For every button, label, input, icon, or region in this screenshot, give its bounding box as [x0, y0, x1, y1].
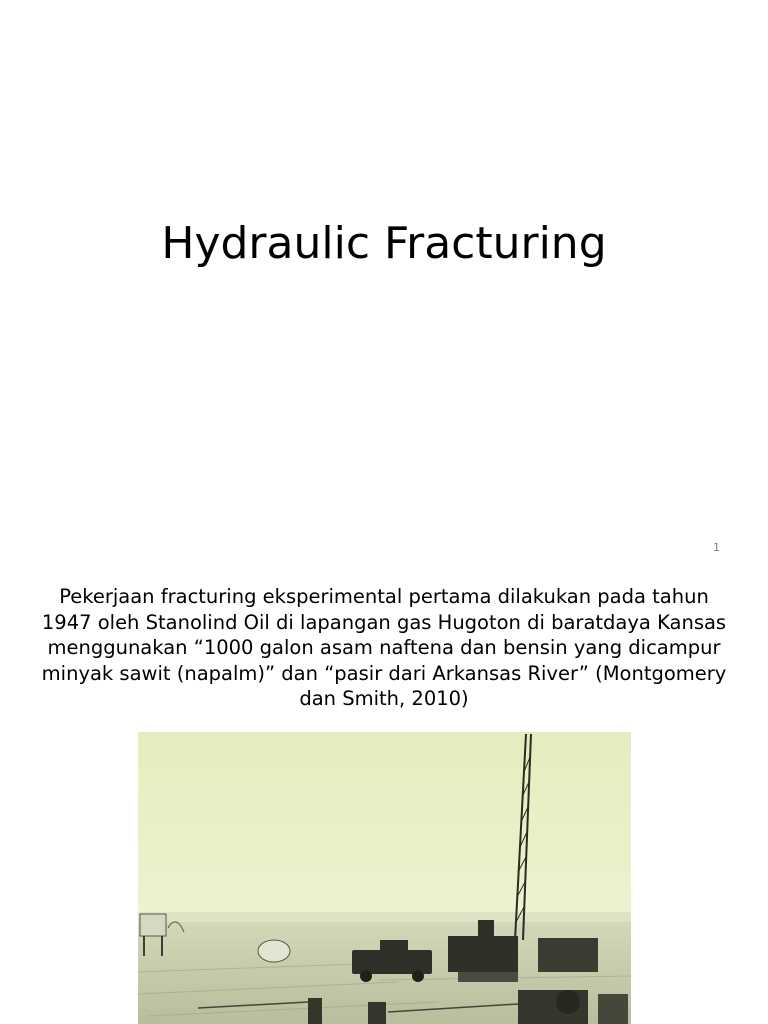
content-slide [0, 570, 768, 1024]
slide-body-text: Pekerjaan fracturing eksperimental pertama dilakukan pada tahun 1947 oleh Stanolind Oil di lapangan gas Hugoton di baratdaya Kansas menggunakan “1000 galon asam naftena dan bensin yang dicampur minyak sawit (napalm)” dan “pasir dari Arkansas River” (Montgomery dan Smith, 2010) [41, 585, 727, 710]
photo-sky [138, 732, 631, 922]
slide-page-number: 1 [713, 541, 720, 554]
slide-title: Hydraulic Fracturing [161, 218, 607, 269]
historical-drilling-photo [138, 732, 631, 1024]
photo-tank [258, 940, 290, 962]
